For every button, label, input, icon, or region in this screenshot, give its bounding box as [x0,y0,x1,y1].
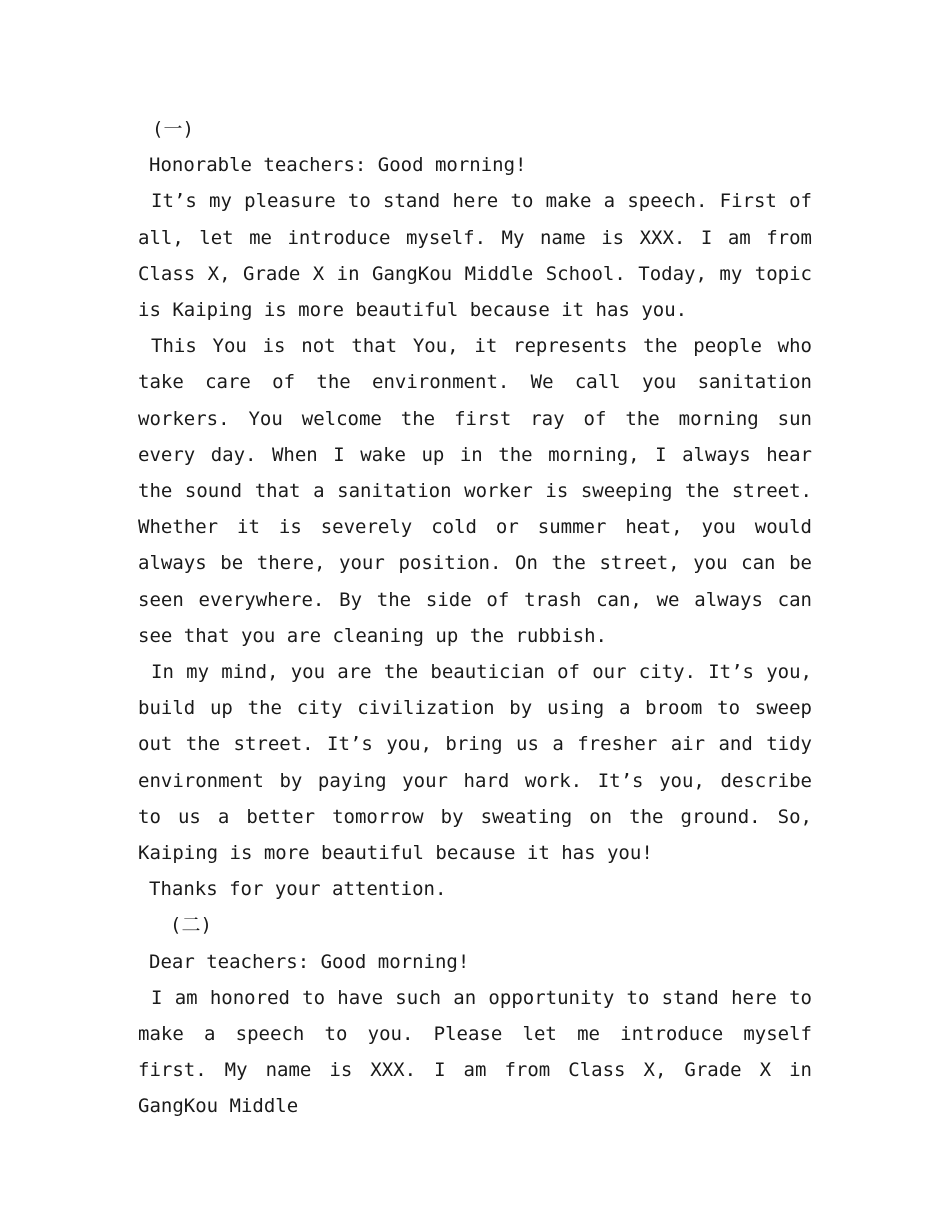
document-body [138,111,812,1125]
closing-line: Thanks for your attention. [149,878,447,901]
section-2 [138,907,812,1124]
paragraph: It’s my pleasure to stand here to make a speech. First of all, let me introduce myself. My name is XXX. I am from Class X, Grade X in GangKou Middle School. Today, my topic is Kaiping is more beautiful because it has you. [138,190,812,322]
paragraph: I am honored to have such an opportunity to stand here to make a speech to you. Please let me introduce myself first. My name is XXX. I am from Class X, Grade X in GangKou Middle [138,986,812,1118]
greeting: Dear teachers: Good morning! [149,950,470,973]
section-1 [138,111,812,907]
greeting: Honorable teachers: Good morning! [149,154,527,177]
section-heading: (一) [152,118,194,140]
paragraph: This You is not that You, it represents the people who take care of the environment. We call you sanitation workers. You welcome the first ray of the morning sun every day. When I wake up in the morning, I always hear the sound that a sanitation worker is sweeping the street. Whether it is severely cold or summer heat, you would always be there, your position. On the street, you can be seen everywhere. By the side of trash can, we always can see that you are cleaning up the rubbish. [138,335,812,647]
paragraph: In my mind, you are the beautician of our city. It’s you, build up the city civilization by using a broom to sweep out the street. It’s you, bring us a fresher air and tidy environment by paying your hard work. It’s you, describe to us a better tomorrow by sweating on the ground. So, Kaiping is more beautiful because it has you! [138,661,812,865]
section-heading: (二) [170,914,212,937]
